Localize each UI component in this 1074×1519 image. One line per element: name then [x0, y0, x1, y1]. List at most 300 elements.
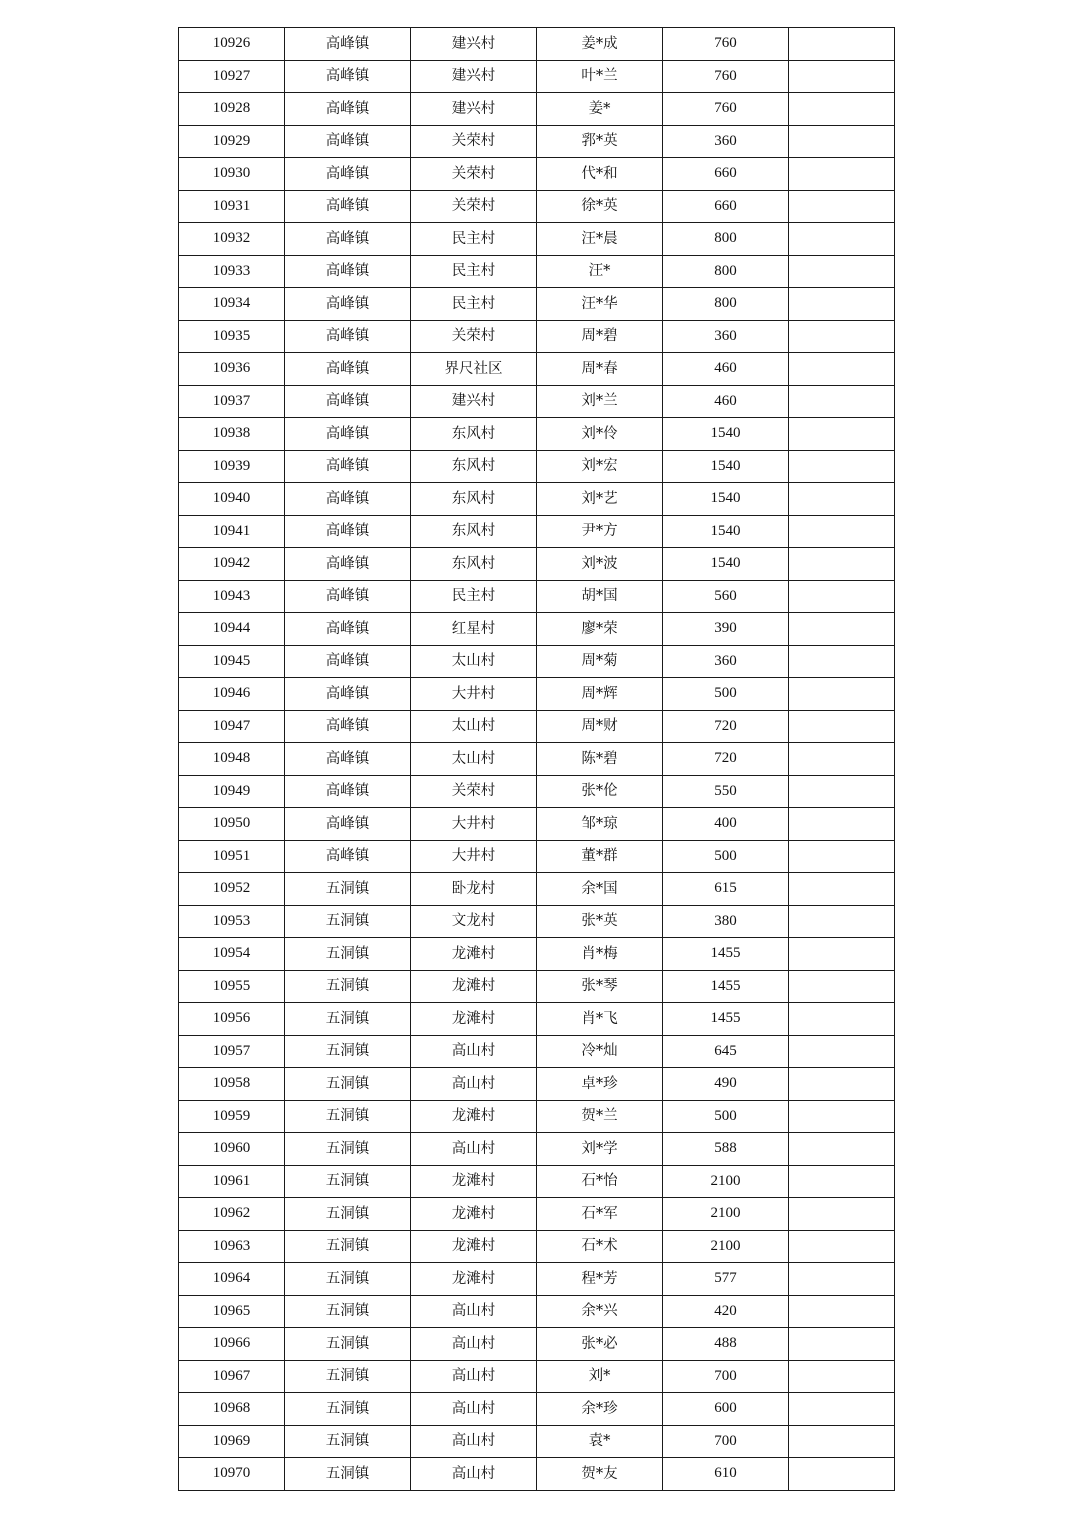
amount-cell: 760	[663, 60, 789, 93]
note-cell	[789, 483, 895, 516]
person-name-cell: 冷*灿	[537, 1035, 663, 1068]
person-name-cell: 董*群	[537, 840, 663, 873]
person-name-cell: 刘*波	[537, 548, 663, 581]
table-row	[179, 808, 895, 841]
table-row	[179, 1003, 895, 1036]
person-name-cell: 贺*友	[537, 1458, 663, 1491]
serial-number-cell: 10937	[179, 385, 285, 418]
table-row	[179, 1393, 895, 1426]
person-name-cell: 周*碧	[537, 320, 663, 353]
town-cell: 五洞镇	[285, 1263, 411, 1296]
note-cell	[789, 1068, 895, 1101]
person-name-cell: 邹*琼	[537, 808, 663, 841]
person-name-cell: 周*辉	[537, 678, 663, 711]
table-row	[179, 60, 895, 93]
subsidy-table	[178, 27, 895, 1491]
village-cell: 大井村	[411, 808, 537, 841]
amount-cell: 500	[663, 678, 789, 711]
note-cell	[789, 808, 895, 841]
table-row	[179, 1198, 895, 1231]
table-row	[179, 1100, 895, 1133]
village-cell: 高山村	[411, 1425, 537, 1458]
amount-cell: 645	[663, 1035, 789, 1068]
serial-number-cell: 10928	[179, 93, 285, 126]
serial-number-cell: 10960	[179, 1133, 285, 1166]
town-cell: 五洞镇	[285, 1068, 411, 1101]
note-cell	[789, 1230, 895, 1263]
serial-number-cell: 10942	[179, 548, 285, 581]
person-name-cell: 姜*成	[537, 28, 663, 61]
person-name-cell: 周*春	[537, 353, 663, 386]
note-cell	[789, 613, 895, 646]
person-name-cell: 石*怡	[537, 1165, 663, 1198]
note-cell	[789, 515, 895, 548]
serial-number-cell: 10967	[179, 1360, 285, 1393]
note-cell	[789, 60, 895, 93]
serial-number-cell: 10927	[179, 60, 285, 93]
village-cell: 高山村	[411, 1295, 537, 1328]
village-cell: 龙滩村	[411, 1230, 537, 1263]
person-name-cell: 张*琴	[537, 970, 663, 1003]
note-cell	[789, 1360, 895, 1393]
table-row	[179, 158, 895, 191]
amount-cell: 550	[663, 775, 789, 808]
person-name-cell: 周*财	[537, 710, 663, 743]
person-name-cell: 刘*宏	[537, 450, 663, 483]
serial-number-cell: 10954	[179, 938, 285, 971]
table-row	[179, 775, 895, 808]
amount-cell: 500	[663, 1100, 789, 1133]
table-row	[179, 288, 895, 321]
serial-number-cell: 10944	[179, 613, 285, 646]
person-name-cell: 汪*晨	[537, 223, 663, 256]
table-row	[179, 93, 895, 126]
town-cell: 高峰镇	[285, 385, 411, 418]
town-cell: 高峰镇	[285, 353, 411, 386]
table-row	[179, 1230, 895, 1263]
town-cell: 五洞镇	[285, 873, 411, 906]
village-cell: 龙滩村	[411, 970, 537, 1003]
note-cell	[789, 93, 895, 126]
amount-cell: 400	[663, 808, 789, 841]
table-row	[179, 353, 895, 386]
serial-number-cell: 10965	[179, 1295, 285, 1328]
town-cell: 高峰镇	[285, 580, 411, 613]
town-cell: 高峰镇	[285, 255, 411, 288]
table-row	[179, 743, 895, 776]
village-cell: 关荣村	[411, 190, 537, 223]
village-cell: 高山村	[411, 1393, 537, 1426]
note-cell	[789, 1458, 895, 1491]
serial-number-cell: 10945	[179, 645, 285, 678]
note-cell	[789, 743, 895, 776]
town-cell: 五洞镇	[285, 970, 411, 1003]
serial-number-cell: 10926	[179, 28, 285, 61]
amount-cell: 420	[663, 1295, 789, 1328]
town-cell: 五洞镇	[285, 938, 411, 971]
serial-number-cell: 10930	[179, 158, 285, 191]
person-name-cell: 刘*兰	[537, 385, 663, 418]
village-cell: 龙滩村	[411, 1263, 537, 1296]
note-cell	[789, 320, 895, 353]
person-name-cell: 石*军	[537, 1198, 663, 1231]
note-cell	[789, 548, 895, 581]
amount-cell: 2100	[663, 1230, 789, 1263]
village-cell: 东风村	[411, 548, 537, 581]
table-row	[179, 1165, 895, 1198]
person-name-cell: 姜*	[537, 93, 663, 126]
table-row	[179, 613, 895, 646]
village-cell: 卧龙村	[411, 873, 537, 906]
amount-cell: 720	[663, 710, 789, 743]
note-cell	[789, 938, 895, 971]
table-row	[179, 678, 895, 711]
village-cell: 龙滩村	[411, 1198, 537, 1231]
amount-cell: 1455	[663, 1003, 789, 1036]
note-cell	[789, 873, 895, 906]
person-name-cell: 周*菊	[537, 645, 663, 678]
note-cell	[789, 1295, 895, 1328]
person-name-cell: 胡*国	[537, 580, 663, 613]
village-cell: 建兴村	[411, 385, 537, 418]
amount-cell: 720	[663, 743, 789, 776]
amount-cell: 500	[663, 840, 789, 873]
note-cell	[789, 710, 895, 743]
serial-number-cell: 10955	[179, 970, 285, 1003]
amount-cell: 800	[663, 223, 789, 256]
note-cell	[789, 645, 895, 678]
serial-number-cell: 10969	[179, 1425, 285, 1458]
serial-number-cell: 10939	[179, 450, 285, 483]
serial-number-cell: 10936	[179, 353, 285, 386]
serial-number-cell: 10950	[179, 808, 285, 841]
town-cell: 五洞镇	[285, 1328, 411, 1361]
serial-number-cell: 10940	[179, 483, 285, 516]
village-cell: 龙滩村	[411, 1165, 537, 1198]
town-cell: 高峰镇	[285, 840, 411, 873]
table-row	[179, 970, 895, 1003]
person-name-cell: 张*英	[537, 905, 663, 938]
town-cell: 五洞镇	[285, 1100, 411, 1133]
table-row	[179, 1263, 895, 1296]
table-row	[179, 1133, 895, 1166]
amount-cell: 560	[663, 580, 789, 613]
note-cell	[789, 353, 895, 386]
serial-number-cell: 10949	[179, 775, 285, 808]
town-cell: 五洞镇	[285, 1035, 411, 1068]
table-row	[179, 645, 895, 678]
serial-number-cell: 10958	[179, 1068, 285, 1101]
person-name-cell: 陈*碧	[537, 743, 663, 776]
person-name-cell: 余*国	[537, 873, 663, 906]
town-cell: 五洞镇	[285, 1003, 411, 1036]
village-cell: 民主村	[411, 255, 537, 288]
serial-number-cell: 10946	[179, 678, 285, 711]
village-cell: 高山村	[411, 1068, 537, 1101]
amount-cell: 390	[663, 613, 789, 646]
note-cell	[789, 775, 895, 808]
note-cell	[789, 223, 895, 256]
town-cell: 五洞镇	[285, 1230, 411, 1263]
serial-number-cell: 10938	[179, 418, 285, 451]
note-cell	[789, 970, 895, 1003]
village-cell: 界尺社区	[411, 353, 537, 386]
person-name-cell: 代*和	[537, 158, 663, 191]
village-cell: 龙滩村	[411, 1100, 537, 1133]
person-name-cell: 叶*兰	[537, 60, 663, 93]
amount-cell: 2100	[663, 1165, 789, 1198]
serial-number-cell: 10953	[179, 905, 285, 938]
town-cell: 高峰镇	[285, 418, 411, 451]
table-row	[179, 1458, 895, 1491]
village-cell: 高山村	[411, 1458, 537, 1491]
village-cell: 龙滩村	[411, 938, 537, 971]
serial-number-cell: 10941	[179, 515, 285, 548]
serial-number-cell: 10964	[179, 1263, 285, 1296]
note-cell	[789, 1425, 895, 1458]
serial-number-cell: 10952	[179, 873, 285, 906]
person-name-cell: 汪*华	[537, 288, 663, 321]
amount-cell: 660	[663, 190, 789, 223]
note-cell	[789, 190, 895, 223]
village-cell: 建兴村	[411, 60, 537, 93]
amount-cell: 1455	[663, 970, 789, 1003]
table-row	[179, 483, 895, 516]
town-cell: 五洞镇	[285, 1458, 411, 1491]
table-row	[179, 548, 895, 581]
note-cell	[789, 1263, 895, 1296]
town-cell: 高峰镇	[285, 515, 411, 548]
village-cell: 民主村	[411, 580, 537, 613]
town-cell: 高峰镇	[285, 678, 411, 711]
village-cell: 民主村	[411, 288, 537, 321]
person-name-cell: 余*珍	[537, 1393, 663, 1426]
amount-cell: 1540	[663, 515, 789, 548]
village-cell: 关荣村	[411, 775, 537, 808]
village-cell: 东风村	[411, 515, 537, 548]
note-cell	[789, 678, 895, 711]
table-row	[179, 1360, 895, 1393]
serial-number-cell: 10943	[179, 580, 285, 613]
person-name-cell: 程*芳	[537, 1263, 663, 1296]
note-cell	[789, 1393, 895, 1426]
note-cell	[789, 1100, 895, 1133]
note-cell	[789, 418, 895, 451]
village-cell: 高山村	[411, 1133, 537, 1166]
serial-number-cell: 10934	[179, 288, 285, 321]
amount-cell: 360	[663, 320, 789, 353]
person-name-cell: 刘*伶	[537, 418, 663, 451]
serial-number-cell: 10962	[179, 1198, 285, 1231]
village-cell: 建兴村	[411, 93, 537, 126]
town-cell: 高峰镇	[285, 190, 411, 223]
person-name-cell: 刘*	[537, 1360, 663, 1393]
village-cell: 高山村	[411, 1035, 537, 1068]
note-cell	[789, 1198, 895, 1231]
amount-cell: 360	[663, 645, 789, 678]
amount-cell: 588	[663, 1133, 789, 1166]
serial-number-cell: 10961	[179, 1165, 285, 1198]
table-row	[179, 418, 895, 451]
person-name-cell: 石*术	[537, 1230, 663, 1263]
town-cell: 高峰镇	[285, 775, 411, 808]
person-name-cell: 刘*艺	[537, 483, 663, 516]
serial-number-cell: 10935	[179, 320, 285, 353]
village-cell: 文龙村	[411, 905, 537, 938]
amount-cell: 1455	[663, 938, 789, 971]
table-row	[179, 1295, 895, 1328]
table-row	[179, 873, 895, 906]
village-cell: 大井村	[411, 840, 537, 873]
person-name-cell: 汪*	[537, 255, 663, 288]
amount-cell: 700	[663, 1360, 789, 1393]
village-cell: 大井村	[411, 678, 537, 711]
table-row	[179, 580, 895, 613]
serial-number-cell: 10966	[179, 1328, 285, 1361]
person-name-cell: 卓*珍	[537, 1068, 663, 1101]
amount-cell: 1540	[663, 450, 789, 483]
note-cell	[789, 1328, 895, 1361]
amount-cell: 1540	[663, 548, 789, 581]
village-cell: 太山村	[411, 645, 537, 678]
town-cell: 高峰镇	[285, 288, 411, 321]
table-row	[179, 710, 895, 743]
town-cell: 高峰镇	[285, 808, 411, 841]
table-row	[179, 1328, 895, 1361]
village-cell: 东风村	[411, 418, 537, 451]
amount-cell: 460	[663, 385, 789, 418]
village-cell: 建兴村	[411, 28, 537, 61]
serial-number-cell: 10947	[179, 710, 285, 743]
note-cell	[789, 1035, 895, 1068]
table-row	[179, 515, 895, 548]
person-name-cell: 刘*学	[537, 1133, 663, 1166]
table-row	[179, 1425, 895, 1458]
table-row	[179, 320, 895, 353]
town-cell: 高峰镇	[285, 613, 411, 646]
person-name-cell: 廖*荣	[537, 613, 663, 646]
table-row	[179, 255, 895, 288]
village-cell: 东风村	[411, 483, 537, 516]
town-cell: 高峰镇	[285, 125, 411, 158]
table-row	[179, 938, 895, 971]
village-cell: 关荣村	[411, 125, 537, 158]
village-cell: 高山村	[411, 1328, 537, 1361]
amount-cell: 615	[663, 873, 789, 906]
table-row	[179, 905, 895, 938]
town-cell: 五洞镇	[285, 1295, 411, 1328]
table-row	[179, 28, 895, 61]
town-cell: 高峰镇	[285, 223, 411, 256]
person-name-cell: 张*伦	[537, 775, 663, 808]
amount-cell: 800	[663, 255, 789, 288]
serial-number-cell: 10948	[179, 743, 285, 776]
amount-cell: 380	[663, 905, 789, 938]
table-row	[179, 385, 895, 418]
person-name-cell: 肖*飞	[537, 1003, 663, 1036]
amount-cell: 760	[663, 93, 789, 126]
table-row	[179, 840, 895, 873]
town-cell: 五洞镇	[285, 1425, 411, 1458]
note-cell	[789, 1003, 895, 1036]
town-cell: 五洞镇	[285, 1133, 411, 1166]
note-cell	[789, 905, 895, 938]
serial-number-cell: 10933	[179, 255, 285, 288]
serial-number-cell: 10951	[179, 840, 285, 873]
person-name-cell: 郛*英	[537, 125, 663, 158]
table-row	[179, 223, 895, 256]
note-cell	[789, 450, 895, 483]
town-cell: 高峰镇	[285, 645, 411, 678]
village-cell: 民主村	[411, 223, 537, 256]
person-name-cell: 徐*英	[537, 190, 663, 223]
note-cell	[789, 255, 895, 288]
village-cell: 龙滩村	[411, 1003, 537, 1036]
amount-cell: 800	[663, 288, 789, 321]
serial-number-cell: 10932	[179, 223, 285, 256]
village-cell: 东风村	[411, 450, 537, 483]
serial-number-cell: 10970	[179, 1458, 285, 1491]
note-cell	[789, 28, 895, 61]
amount-cell: 700	[663, 1425, 789, 1458]
table-row	[179, 125, 895, 158]
person-name-cell: 贺*兰	[537, 1100, 663, 1133]
town-cell: 五洞镇	[285, 1360, 411, 1393]
amount-cell: 490	[663, 1068, 789, 1101]
note-cell	[789, 158, 895, 191]
amount-cell: 577	[663, 1263, 789, 1296]
amount-cell: 610	[663, 1458, 789, 1491]
village-cell: 关荣村	[411, 320, 537, 353]
serial-number-cell: 10963	[179, 1230, 285, 1263]
town-cell: 高峰镇	[285, 710, 411, 743]
note-cell	[789, 1165, 895, 1198]
amount-cell: 760	[663, 28, 789, 61]
town-cell: 高峰镇	[285, 743, 411, 776]
note-cell	[789, 385, 895, 418]
table-row	[179, 190, 895, 223]
serial-number-cell: 10959	[179, 1100, 285, 1133]
table-row	[179, 1035, 895, 1068]
village-cell: 红星村	[411, 613, 537, 646]
town-cell: 五洞镇	[285, 1165, 411, 1198]
table-body	[179, 28, 895, 1491]
person-name-cell: 张*必	[537, 1328, 663, 1361]
town-cell: 高峰镇	[285, 450, 411, 483]
amount-cell: 460	[663, 353, 789, 386]
town-cell: 高峰镇	[285, 320, 411, 353]
village-cell: 高山村	[411, 1360, 537, 1393]
town-cell: 高峰镇	[285, 93, 411, 126]
town-cell: 五洞镇	[285, 1393, 411, 1426]
note-cell	[789, 288, 895, 321]
amount-cell: 488	[663, 1328, 789, 1361]
note-cell	[789, 580, 895, 613]
village-cell: 关荣村	[411, 158, 537, 191]
note-cell	[789, 125, 895, 158]
person-name-cell: 袁*	[537, 1425, 663, 1458]
note-cell	[789, 1133, 895, 1166]
town-cell: 五洞镇	[285, 1198, 411, 1231]
amount-cell: 600	[663, 1393, 789, 1426]
town-cell: 高峰镇	[285, 28, 411, 61]
person-name-cell: 余*兴	[537, 1295, 663, 1328]
serial-number-cell: 10968	[179, 1393, 285, 1426]
amount-cell: 2100	[663, 1198, 789, 1231]
amount-cell: 1540	[663, 483, 789, 516]
amount-cell: 660	[663, 158, 789, 191]
person-name-cell: 肖*梅	[537, 938, 663, 971]
